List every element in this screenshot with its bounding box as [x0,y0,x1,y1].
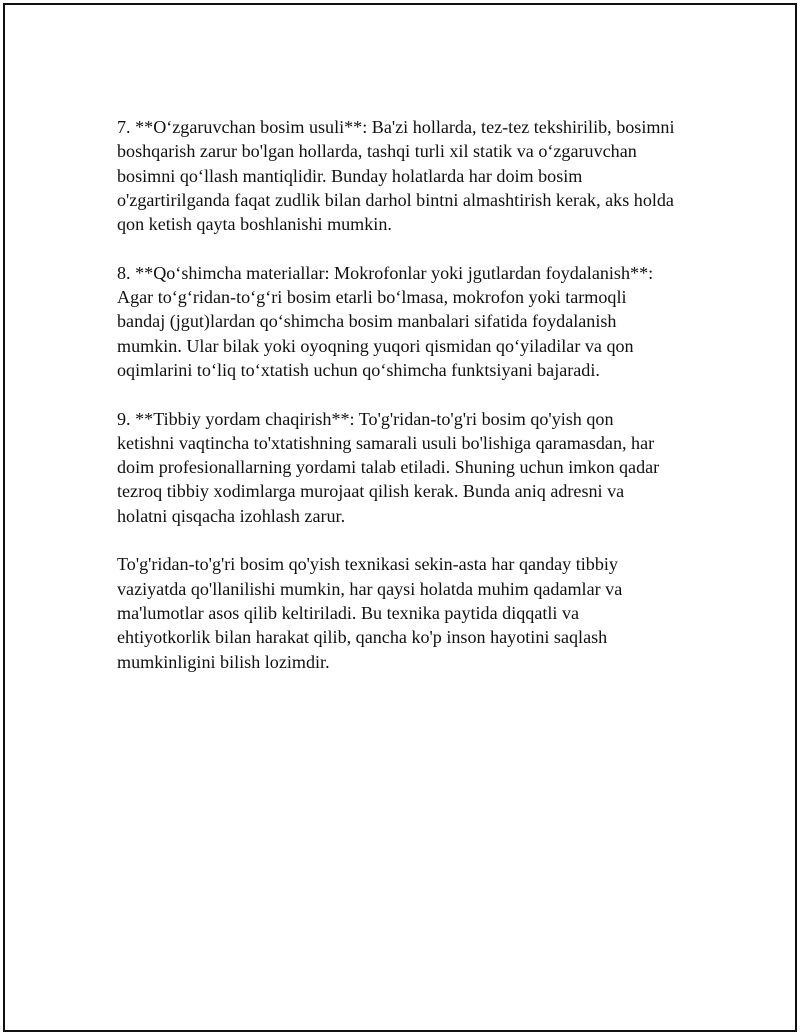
text-line: mumkin. Ular bilak yoki oyoqning yuqori qismidan qo‘yiladilar va qon [117,335,634,356]
document-body [117,115,697,698]
text-line: holatni qisqacha izohlash zarur. [117,505,346,526]
paragraph-item-8 [117,261,697,382]
text-line: oqimlarini to‘liq to‘xtatish uchun qo‘shimcha funktsiyani bajaradi. [117,359,600,380]
text-line: vaziyatda qo'llanilishi mumkin, har qaysi holatda muhim qadamlar va [117,578,623,599]
text-line: mumkinligini bilish lozimdir. [117,651,330,672]
text-line: 9. **Tibbiy yordam chaqirish**: To'g'ridan-to'g'ri bosim qo'yish qon [117,408,614,429]
paragraph-conclusion [117,552,697,673]
text-line: ma'lumotlar asos qilib keltiriladi. Bu texnika paytida diqqatli va [117,602,580,623]
text-line: Agar to‘g‘ridan-to‘g‘ri bosim etarli bo‘lmasa, mokrofon yoki tarmoqli [117,287,627,308]
paragraph-item-9 [117,407,697,528]
text-line: doim profesionallarning yordami talab etiladi. Shuning uchun imkon qadar [117,457,660,478]
text-line: bosimni qo‘llash mantiqlidir. Bunday holatlarda har doim bosim [117,165,583,186]
text-line: boshqarish zarur bo'lgan hollarda, tashqi turli xil statik va o‘zgaruvchan [117,141,637,162]
text-line: bandaj (jgut)lardan qo‘shimcha bosim manbalari sifatida foydalanish [117,311,617,332]
text-line: qon ketish qayta boshlanishi mumkin. [117,214,392,235]
text-line: ketishni vaqtincha to'xtatishning samarali usuli bo'lishiga qaramasdan, har [117,432,655,453]
paragraph-item-7 [117,115,697,236]
text-line: ehtiyotkorlik bilan harakat qilib, qancha ko'p inson hayotini saqlash [117,627,608,648]
text-line: 7. **O‘zgaruvchan bosim usuli**: Ba'zi hollarda, tez-tez tekshirilib, bosimni [117,117,675,137]
text-line: o'zgartirilganda faqat zudlik bilan darhol bintni almashtirish kerak, aks holda [117,189,674,210]
text-line: To'g'ridan-to'g'ri bosim qo'yish texnikasi sekin-asta har qanday tibbiy [117,554,618,575]
text-line: tezroq tibbiy xodimlarga murojaat qilish kerak. Bunda aniq adresni va [117,481,625,502]
text-line: 8. **Qo‘shimcha materiallar: Mokrofonlar yoki jgutlardan foydalanish**: [117,262,654,283]
